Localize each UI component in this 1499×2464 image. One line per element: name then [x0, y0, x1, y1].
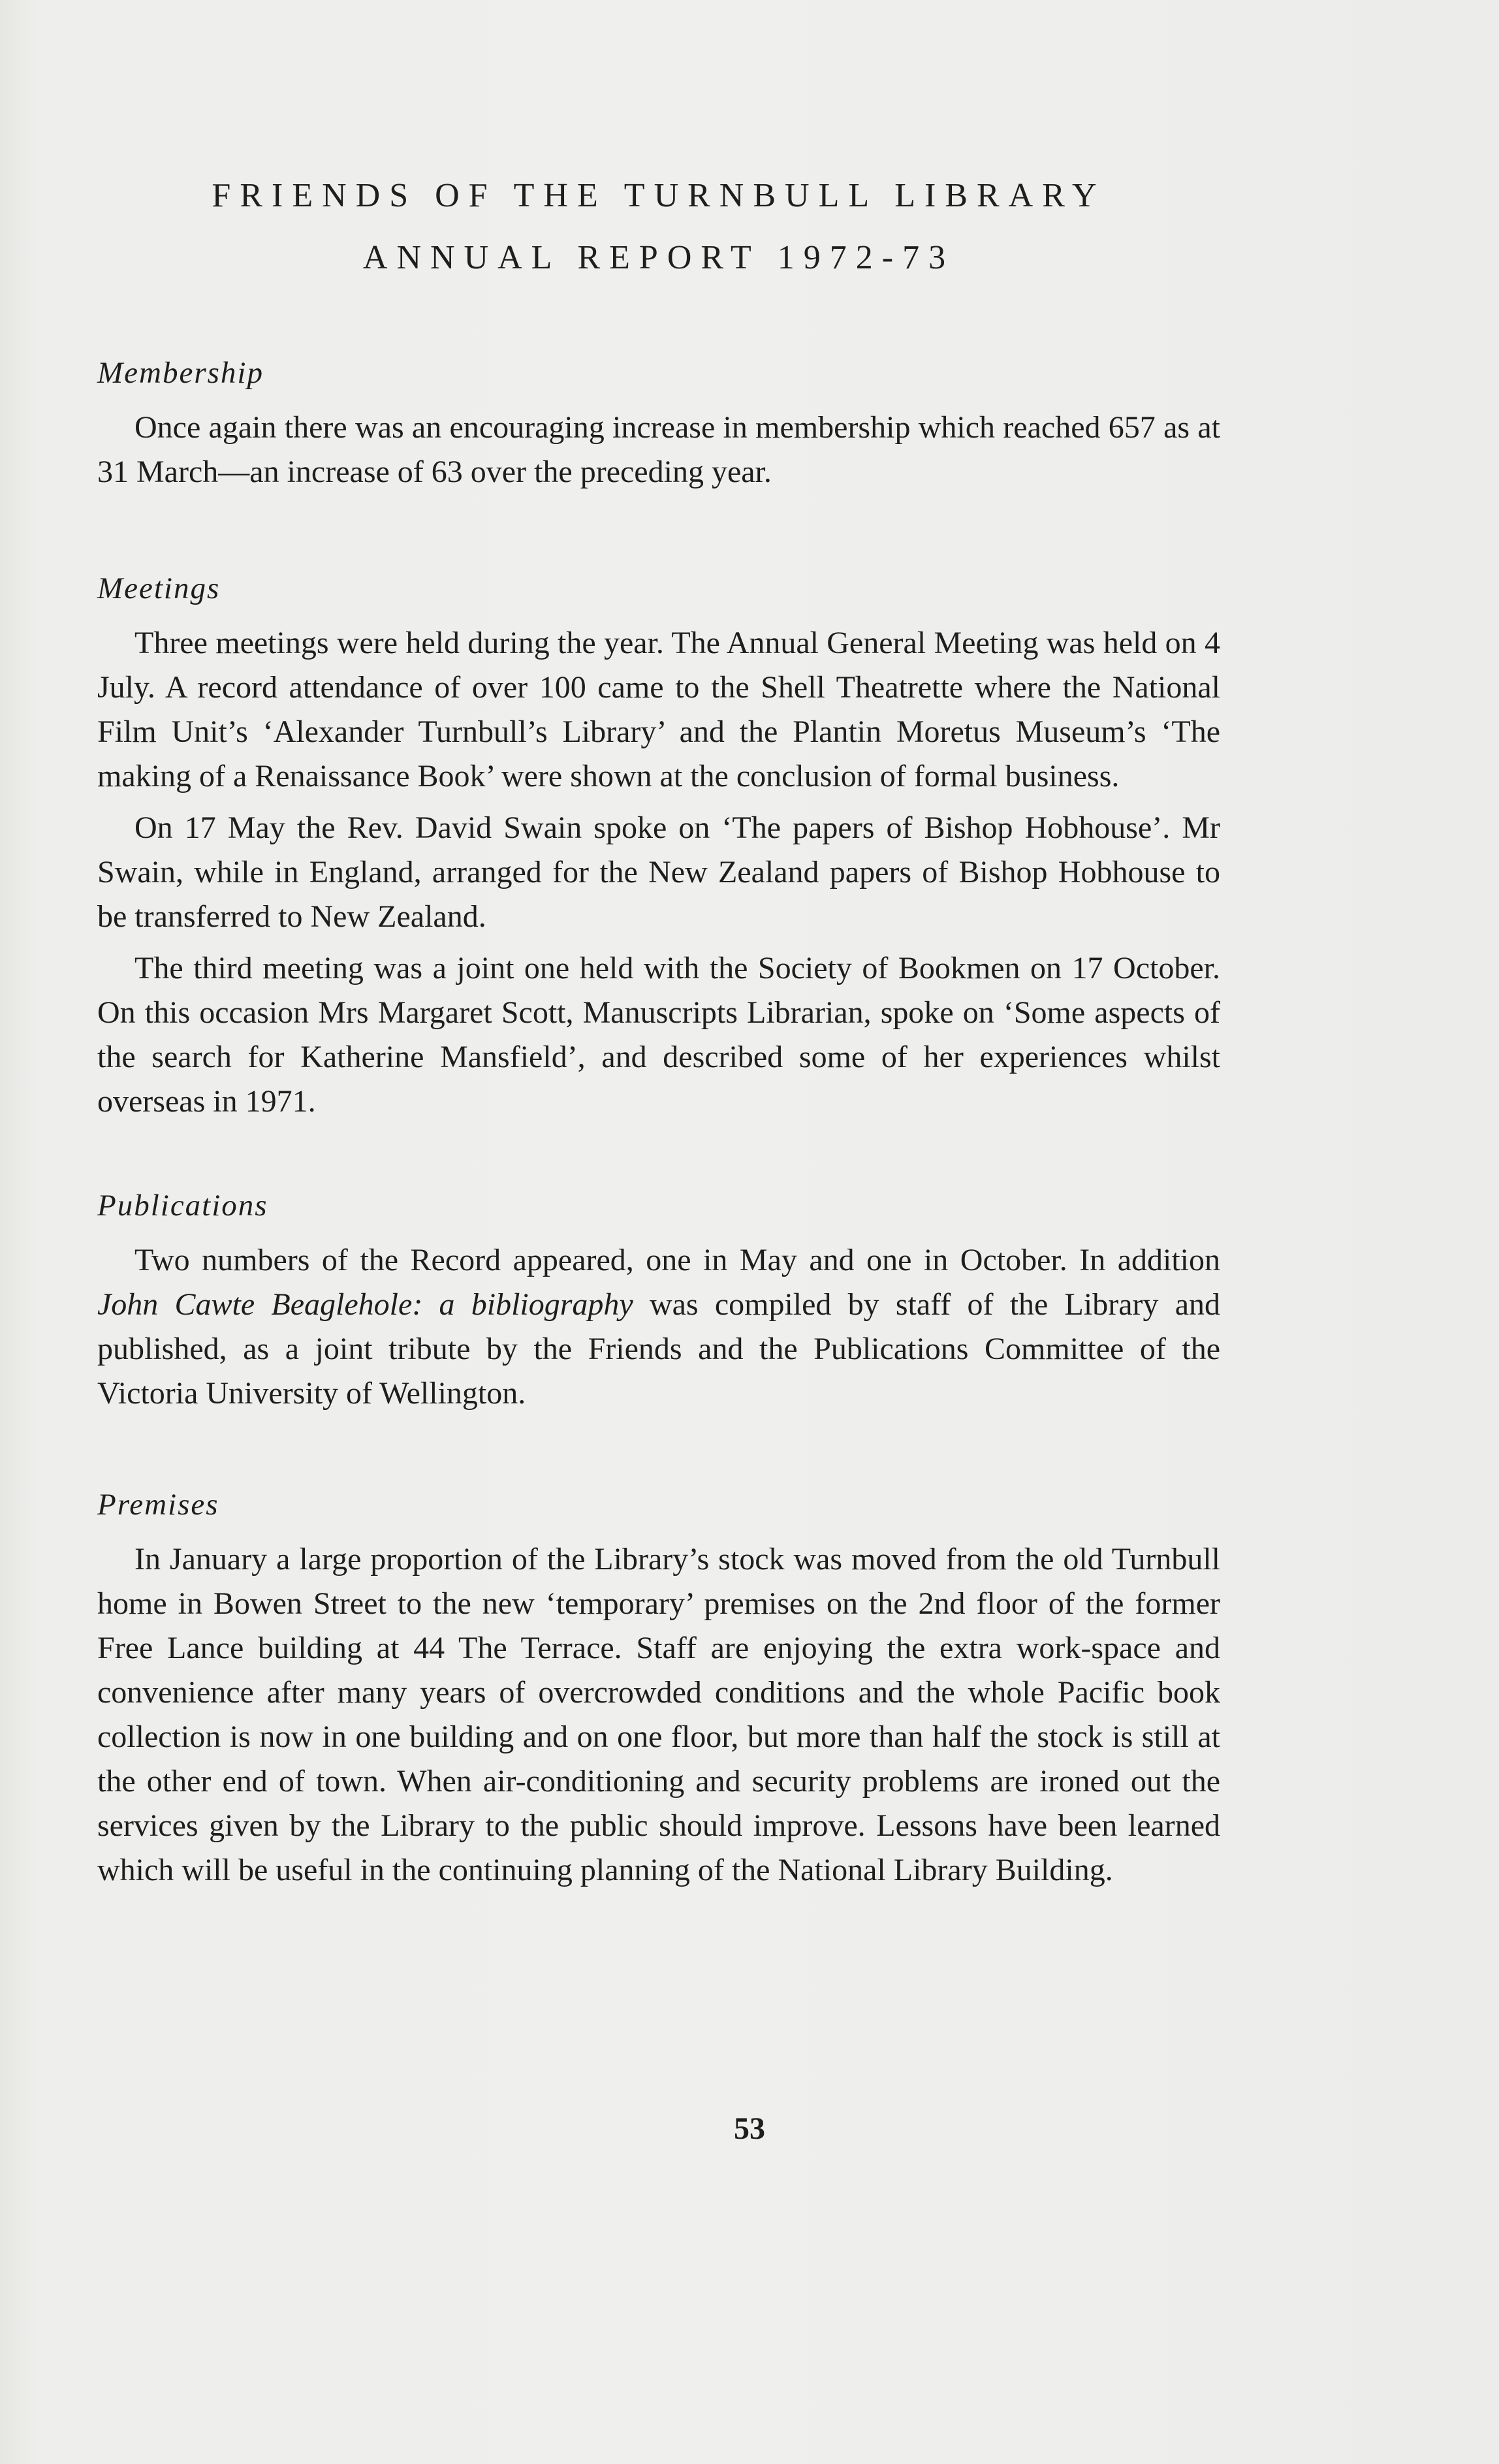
report-title: FRIENDS OF THE TURNBULL LIBRARY — [212, 177, 1106, 214]
book-title: John Cawte Beaglehole: a bibliography — [97, 1287, 633, 1322]
section-heading-publications: Publications — [97, 1189, 268, 1223]
paragraph: The third meeting was a joint one held with the Society of Bookmen on 17 October. On this occasion Mrs Margaret Scott, Manuscripts Librarian, spoke on ‘Some aspects of the search for Katherine Mansfield’, and described some of her experiences whilst overseas in 1971. — [97, 951, 1220, 1119]
paragraph-text: Two numbers of the Record appeared, one in May and one in October. In addition — [134, 1243, 1220, 1277]
section-premises — [97, 1490, 1220, 1893]
section-heading-premises: Premises — [97, 1488, 219, 1522]
report-body — [97, 163, 1220, 1893]
paragraph: Three meetings were held during the year. The Annual General Meeting was held on 4 July. A record attendance of over 100 came to the Shell Theatrette where the National Film Unit’s ‘Alexander Turnbull’s Library’ and the Plantin Moretus Museum’s ‘The making of a Renaissance Book’ were shown at the conclusion of formal business. — [97, 626, 1220, 793]
paragraph: On 17 May the Rev. David Swain spoke on ‘The papers of Bishop Hobhouse’. Mr Swain, while in England, arranged for the New Zealand papers of Bishop Hobhouse to be transferred to New Zealand. — [97, 810, 1220, 934]
paragraph: In January a large proportion of the Library’s stock was moved from the old Turnbull home in Bowen Street to the new ‘temporary’ premises on the 2nd floor of the former Free Lance building at 44 The Terrace. Staff are enjoying the extra work-space and convenience after many years of overcrowded conditions and the whole Pacific book collection is now in one building and on one floor, but more than half the stock is still at the other end of town. When air-conditioning and security problems are ironed out the services given by the Library to the public should improve. Lessons have been learned which will be useful in the continuing planning of the National Library Building. — [97, 1542, 1220, 1887]
paragraph-text: was compiled by staff of the Library and published, as a joint tribute by the Friends and the Publications Committee of the Victoria University of Wellington. — [97, 1287, 1221, 1411]
section-meetings — [97, 573, 1220, 1124]
page-number: 53 — [734, 2111, 765, 2146]
paragraph — [97, 1238, 1220, 1416]
paragraph: Once again there was an encouraging increase in membership which reached 657 as at 31 March—an increase of 63 over the preceding year. — [97, 410, 1220, 489]
report-subtitle: ANNUAL REPORT 1972-73 — [362, 239, 955, 276]
section-membership — [97, 358, 1220, 494]
section-heading-membership: Membership — [97, 356, 264, 390]
section-heading-meetings: Meetings — [97, 571, 221, 605]
section-publications — [97, 1191, 1220, 1416]
